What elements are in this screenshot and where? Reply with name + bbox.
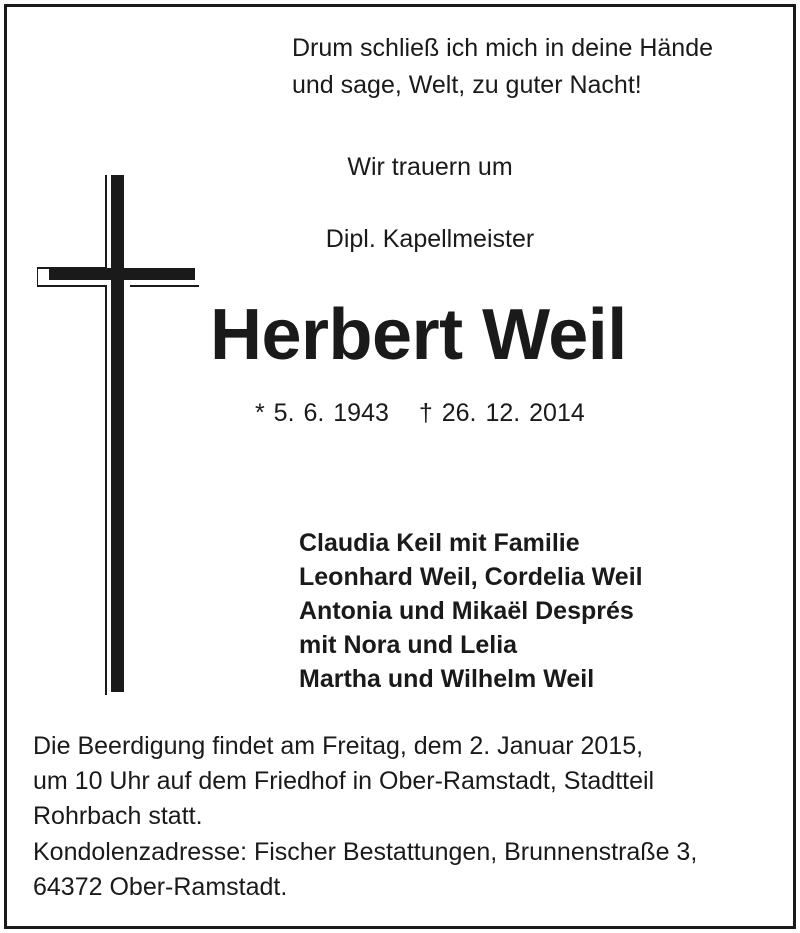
- condolence-line-2: 64372 Ober-Ramstadt.: [33, 873, 288, 901]
- death-date: † 26. 12. 2014: [418, 399, 585, 427]
- funeral-line-1: Die Beerdigung findet am Freitag, dem 2. Januar 2015,: [33, 732, 644, 760]
- mourners-list: [299, 526, 643, 696]
- mourner-line: Leonhard Weil, Cordelia Weil: [299, 563, 643, 591]
- mourner-line: mit Nora und Lelia: [299, 631, 518, 659]
- funeral-line-3: Rohrbach statt.: [33, 802, 203, 830]
- condolence-line-1: Kondolenzadresse: Fischer Bestattungen, Brunnenstraße 3,: [33, 838, 698, 866]
- quote-line-1: Drum schließ ich mich in deine Hände: [292, 34, 714, 62]
- deceased-name: Herbert Weil: [210, 295, 627, 375]
- life-dates: [255, 399, 585, 428]
- quote-verse: [292, 30, 713, 104]
- deceased-title: Dipl. Kapellmeister: [325, 225, 535, 253]
- mourning-announcement: Wir trauern um: [347, 153, 513, 181]
- funeral-info: [33, 729, 654, 834]
- cross-icon: [37, 175, 199, 695]
- quote-line-2: und sage, Welt, zu guter Nacht!: [292, 71, 642, 99]
- condolence-address: [33, 835, 697, 905]
- mourner-line: Antonia und Mikaël Després: [299, 597, 634, 625]
- funeral-line-2: um 10 Uhr auf dem Friedhof in Ober-Ramstadt, Stadtteil: [33, 767, 655, 795]
- mourner-line: Martha und Wilhelm Weil: [299, 665, 595, 693]
- birth-date: * 5. 6. 1943: [255, 399, 389, 427]
- mourner-line: Claudia Keil mit Familie: [299, 529, 580, 557]
